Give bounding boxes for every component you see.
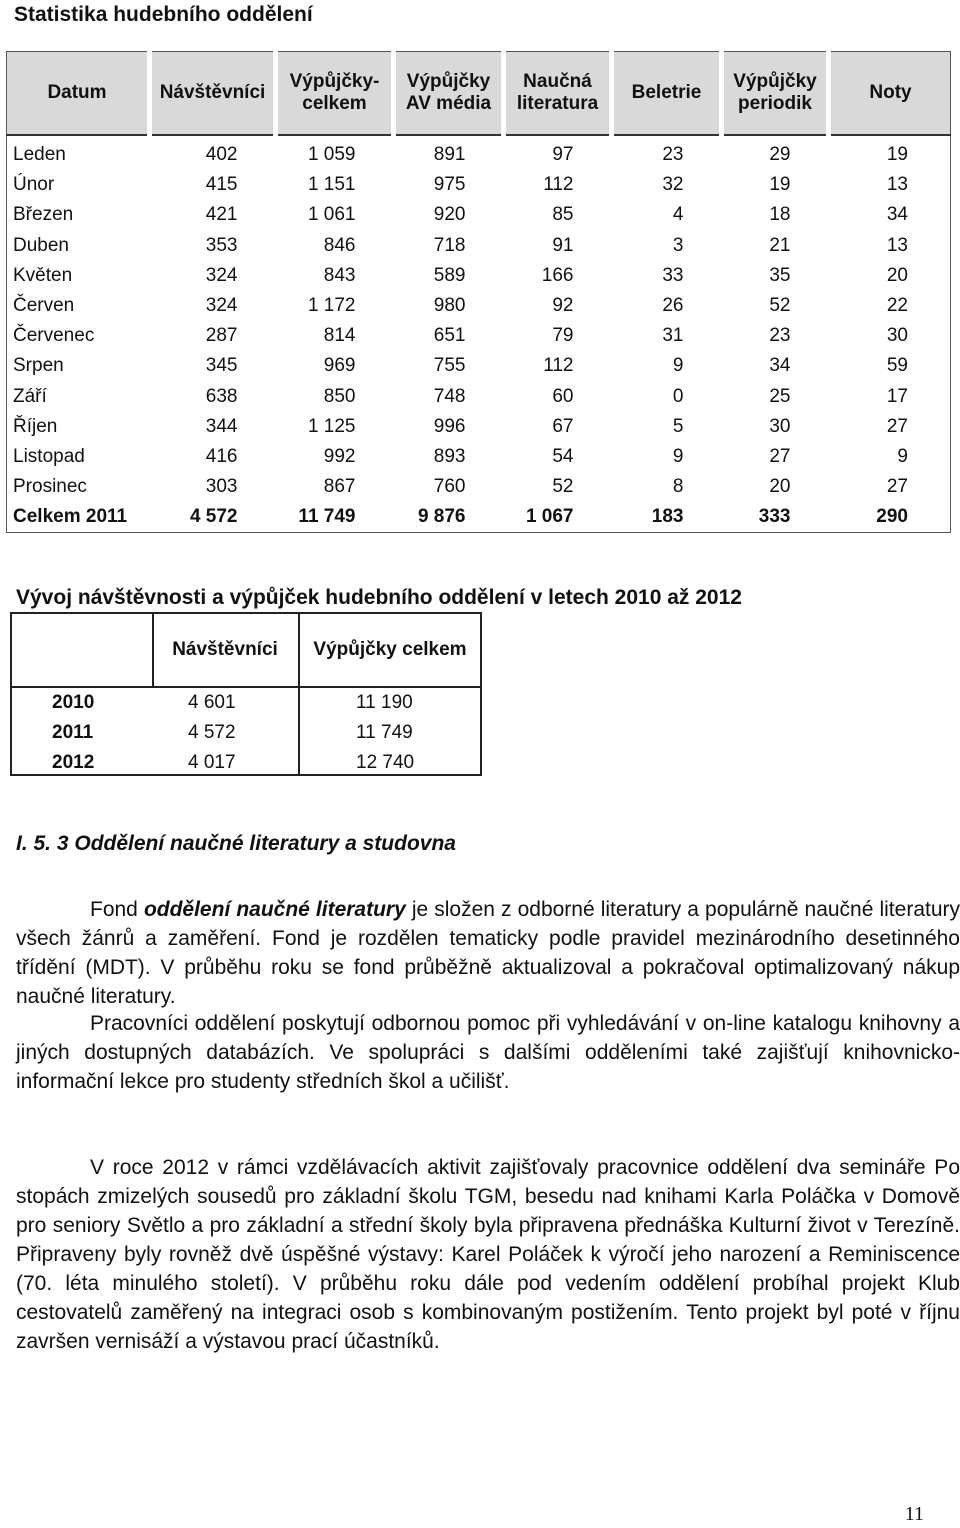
trend-visits: 4 601 bbox=[188, 692, 236, 713]
table-cell: 748 bbox=[433, 385, 466, 407]
table-cell: 345 bbox=[205, 355, 238, 377]
table-cell: 23 bbox=[769, 325, 791, 347]
row-label: Září bbox=[13, 385, 47, 407]
section-heading: I. 5. 3 Oddělení naučné literatury a studovna bbox=[16, 832, 456, 855]
paragraph-text: Fond bbox=[90, 898, 144, 921]
table-cell: 26 bbox=[662, 295, 684, 317]
table-cell: 34 bbox=[769, 355, 791, 377]
table-cell: 85 bbox=[552, 204, 574, 226]
table-cell: 27 bbox=[886, 476, 908, 498]
table-cell: 9 876 bbox=[417, 506, 466, 528]
table-cell: 59 bbox=[886, 355, 908, 377]
table-cell: 1 067 bbox=[525, 506, 574, 528]
table-cell: 67 bbox=[552, 415, 574, 437]
table-cell: 112 bbox=[543, 174, 574, 196]
table-cell: 27 bbox=[886, 415, 908, 437]
table-row bbox=[7, 170, 951, 200]
table-cell: 9 bbox=[672, 355, 684, 377]
row-label: Listopad bbox=[13, 445, 85, 467]
paragraph bbox=[16, 1009, 960, 1096]
table-cell: 1 125 bbox=[307, 415, 356, 437]
table-cell: 638 bbox=[205, 385, 238, 407]
table-cell: 760 bbox=[433, 476, 466, 498]
table-cell: 20 bbox=[886, 264, 908, 286]
trend-year: 2012 bbox=[52, 752, 95, 773]
table-cell: 33 bbox=[662, 264, 684, 286]
table-cell: 755 bbox=[433, 355, 466, 377]
col-header: Výpůjčky-celkem bbox=[276, 52, 394, 136]
table-cell: 975 bbox=[433, 174, 466, 196]
table-cell: 1 172 bbox=[307, 295, 356, 317]
table-row bbox=[7, 231, 951, 261]
row-label: Únor bbox=[13, 174, 55, 196]
page-title: Statistika hudebního oddělení bbox=[14, 3, 313, 26]
table-row bbox=[7, 351, 951, 381]
row-label: Leden bbox=[13, 144, 66, 166]
row-label: Prosinec bbox=[13, 476, 87, 498]
col-header: Návštěvníci bbox=[150, 52, 276, 136]
table-cell: 980 bbox=[433, 295, 466, 317]
table-cell: 969 bbox=[323, 355, 356, 377]
table-cell: 183 bbox=[651, 506, 684, 528]
table-cell: 4 572 bbox=[189, 506, 238, 528]
table-cell: 27 bbox=[769, 445, 791, 467]
table-cell: 60 bbox=[552, 385, 574, 407]
table-cell: 13 bbox=[886, 174, 908, 196]
table-cell: 891 bbox=[433, 144, 466, 166]
table-cell: 287 bbox=[205, 325, 238, 347]
table-row bbox=[12, 718, 480, 748]
paragraph-emphasis: oddělení naučné literatury bbox=[143, 898, 406, 921]
table-cell: 718 bbox=[433, 234, 466, 256]
stats-table bbox=[6, 51, 951, 533]
stats-header-row bbox=[7, 52, 951, 136]
trend-col-loans: Výpůjčky celkem bbox=[313, 639, 467, 660]
row-label: Březen bbox=[13, 204, 74, 226]
row-label: Červenec bbox=[13, 325, 95, 347]
paragraph-text: je složen z odborné literatury a populárně naučné literatury všech žánrů a zaměření. Fond je rozdělen tematicky podle pravidel mezinárodního desetinného třídění (MDT). V průběhu roku se fond průběžně aktualizoval a pokračoval optimalizovaný nákup naučné literatury. bbox=[16, 898, 960, 1008]
table-cell: 52 bbox=[769, 295, 791, 317]
row-label: Květen bbox=[13, 264, 73, 286]
table-cell: 30 bbox=[886, 325, 908, 347]
table-cell: 290 bbox=[876, 506, 908, 528]
col-header: Naučná literatura bbox=[504, 52, 612, 136]
table-cell: 893 bbox=[433, 445, 466, 467]
col-header: Datum bbox=[7, 52, 150, 136]
table-cell: 850 bbox=[323, 385, 356, 407]
table-cell: 651 bbox=[433, 325, 466, 347]
table-cell: 843 bbox=[323, 264, 356, 286]
table-cell: 415 bbox=[205, 174, 238, 196]
table-cell: 29 bbox=[769, 144, 791, 166]
page-number: 11 bbox=[904, 1503, 924, 1525]
col-header: Výpůjčky periodik bbox=[722, 52, 829, 136]
table-cell: 25 bbox=[769, 385, 791, 407]
table-row bbox=[7, 291, 951, 321]
table-cell: 19 bbox=[886, 144, 908, 166]
table-cell: 9 bbox=[672, 445, 684, 467]
trend-visits: 4 572 bbox=[188, 722, 236, 743]
col-header: Výpůjčky AV média bbox=[394, 52, 504, 136]
table-cell: 17 bbox=[886, 385, 908, 407]
trend-loans: 11 190 bbox=[356, 692, 413, 713]
trend-year: 2011 bbox=[52, 722, 94, 743]
row-label: Duben bbox=[13, 234, 69, 256]
table-cell: 846 bbox=[323, 234, 356, 256]
trend-visits: 4 017 bbox=[188, 752, 236, 773]
row-label: Srpen bbox=[13, 355, 64, 377]
table-cell: 344 bbox=[205, 415, 238, 437]
table-cell: 324 bbox=[205, 264, 238, 286]
table-cell: 402 bbox=[205, 144, 238, 166]
trend-col-visits: Návštěvníci bbox=[172, 639, 278, 660]
table-cell: 23 bbox=[662, 144, 684, 166]
table-cell: 79 bbox=[552, 325, 574, 347]
table-cell: 4 bbox=[672, 204, 684, 226]
row-label: Červen bbox=[13, 295, 75, 317]
table-cell: 421 bbox=[205, 204, 238, 226]
row-label: Říjen bbox=[13, 415, 58, 437]
table-row bbox=[12, 748, 480, 778]
table-cell: 166 bbox=[541, 264, 574, 286]
table-cell: 31 bbox=[662, 325, 684, 347]
table-cell: 92 bbox=[552, 295, 574, 317]
table-cell: 54 bbox=[552, 445, 574, 467]
row-label: Celkem 2011 bbox=[13, 506, 128, 528]
table-row bbox=[7, 472, 951, 502]
table-cell: 920 bbox=[433, 204, 466, 226]
table-cell: 20 bbox=[769, 476, 791, 498]
table-row bbox=[7, 135, 951, 170]
table-cell: 8 bbox=[672, 476, 684, 498]
table-cell: 324 bbox=[205, 295, 238, 317]
table-cell: 3 bbox=[672, 234, 684, 256]
table-cell: 97 bbox=[552, 144, 574, 166]
col-header: Noty bbox=[829, 52, 951, 136]
paragraph-text: Pracovníci oddělení poskytují odbornou pomoc při vyhledávání v on-line katalogu knihovny a jiných dostupných databázích. Ve spolupráci s dalšími odděleními také zajišťují knihovnicko-informační lekce pro studenty středních škol a učilišť. bbox=[16, 1012, 960, 1093]
table-cell: 589 bbox=[433, 264, 466, 286]
table-cell: 867 bbox=[323, 476, 356, 498]
table-cell: 91 bbox=[552, 234, 574, 256]
table-row bbox=[7, 412, 951, 442]
trend-loans: 12 740 bbox=[356, 752, 415, 773]
table-cell: 303 bbox=[205, 476, 238, 498]
table-cell: 30 bbox=[769, 415, 791, 437]
table-cell: 1 061 bbox=[307, 204, 356, 226]
table-cell: 333 bbox=[758, 506, 791, 528]
table-row bbox=[7, 261, 951, 291]
table-cell: 996 bbox=[433, 415, 466, 437]
paragraph-text: V roce 2012 v rámci vzdělávacích aktivit zajišťovaly pracovnice oddělení dva semináře Po stopách zmizelých sousedů pro základní školu TGM, besedu nad knihami Karla Poláčka v Domově pro seniory Světlo a pro základní a střední školy byla připravena přednáška Kulturní život v Terezíně. Připraveny byly rovněž dvě úspěšné výstavy: Karel Poláček k výročí jeho narození a Reminiscence (70. léta minulého století). V průběhu roku dále pod vedením oddělení probíhal projekt Klub cestovatelů zaměřený na integraci osob s kombinovaným postižením. Tento projekt byl poté v říjnu završen vernisáží a výstavou prací účastníků. bbox=[16, 1156, 960, 1353]
table-cell: 32 bbox=[662, 174, 684, 196]
col-header: Beletrie bbox=[612, 52, 722, 136]
paragraph bbox=[16, 1153, 960, 1356]
table-cell: 9 bbox=[897, 445, 908, 467]
table-cell: 112 bbox=[543, 355, 574, 377]
table-cell: 1 059 bbox=[307, 144, 356, 166]
table-cell: 21 bbox=[769, 234, 791, 256]
trend-year: 2010 bbox=[52, 692, 95, 713]
table-cell: 814 bbox=[323, 325, 356, 347]
table-row bbox=[7, 200, 951, 230]
table-cell: 35 bbox=[769, 264, 791, 286]
trend-title: Vývoj návštěvnosti a výpůjček hudebního oddělení v letech 2010 až 2012 bbox=[16, 586, 742, 609]
paragraph bbox=[16, 895, 960, 1011]
trend-table bbox=[10, 612, 482, 776]
table-cell: 18 bbox=[769, 204, 791, 226]
table-cell: 52 bbox=[552, 476, 574, 498]
table-cell: 992 bbox=[323, 445, 356, 467]
stats-body bbox=[7, 135, 951, 533]
table-cell: 13 bbox=[886, 234, 908, 256]
table-cell: 5 bbox=[672, 415, 684, 437]
table-cell: 1 151 bbox=[307, 174, 356, 196]
table-cell: 416 bbox=[205, 445, 238, 467]
table-cell: 11 749 bbox=[298, 506, 356, 528]
total-row bbox=[7, 502, 951, 533]
table-cell: 0 bbox=[672, 385, 684, 407]
trend-loans: 11 749 bbox=[356, 722, 413, 743]
table-cell: 34 bbox=[886, 204, 908, 226]
table-row bbox=[7, 321, 951, 351]
table-cell: 22 bbox=[886, 295, 908, 317]
table-row bbox=[7, 442, 951, 472]
table-row bbox=[7, 382, 951, 412]
table-row bbox=[12, 688, 480, 718]
table-cell: 353 bbox=[205, 234, 238, 256]
table-cell: 19 bbox=[769, 174, 791, 196]
